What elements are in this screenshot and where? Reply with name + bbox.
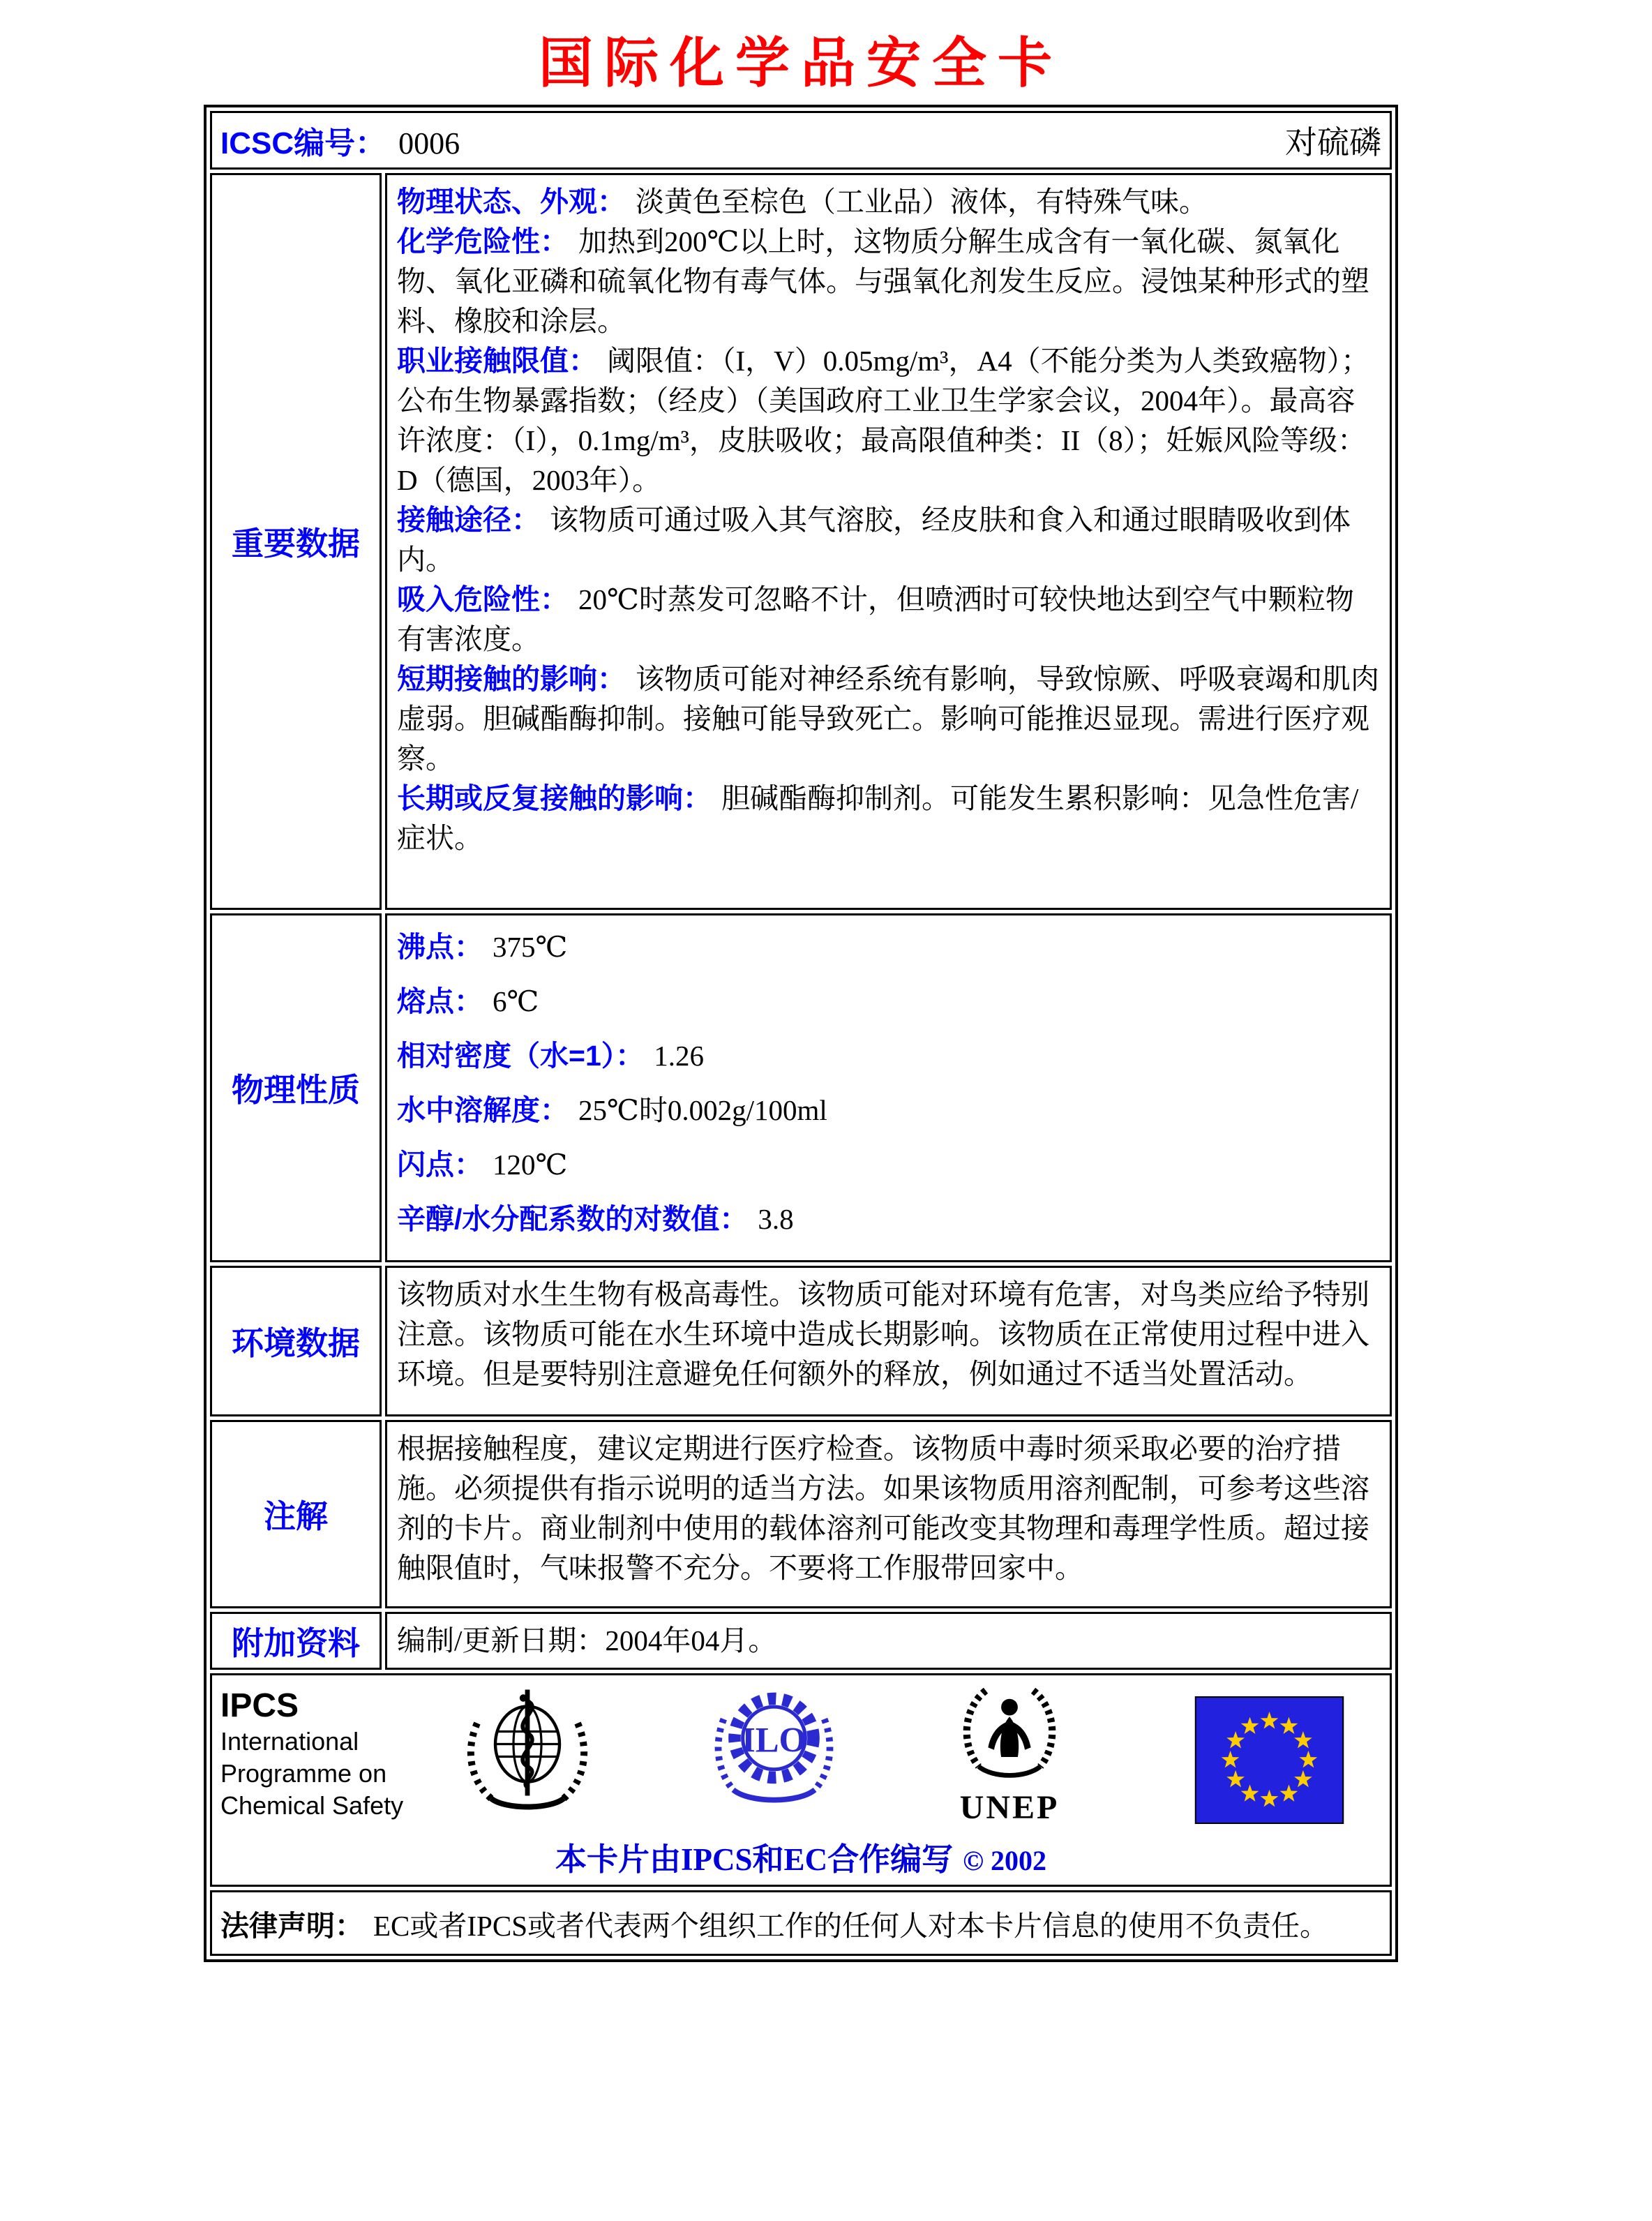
physical-properties-row	[210, 913, 1392, 1262]
important-data-row	[210, 173, 1392, 910]
important-item: 职业接触限值： 阈限值：（I，V）0.05mg/m³，A4（不能分类为人类致癌物）；公布生物暴露指数；（经皮）（美国政府工业卫生学家会议，2004年）。最高容许浓度：（I），0.1mg/m³，皮肤吸收；最高限值种类：II（8）；妊娠风险等级：D（德国，2003年）。	[397, 345, 1370, 496]
header-row	[210, 111, 1392, 170]
icsc-card	[204, 105, 1398, 1962]
physical-item: 相对密度（水=1）： 1.26	[397, 1040, 704, 1072]
icsc-number-label: ICSC编号：	[220, 126, 386, 160]
who-logo	[458, 1680, 597, 1823]
ipcs-line: Chemical Safety	[220, 1791, 404, 1820]
logos-strip	[210, 1673, 1392, 1887]
notes-text: 根据接触程度，建议定期进行医疗检查。该物质中毒时须采取必要的治疗措施。必须提供有指示说明的适当方法。如果该物质用溶剂配制，可参考这些溶剂的卡片。商业制剂中使用的载体溶剂可能改变其物理和毒理学性质。超过接触限值时，气味报警不充分。不要将工作服带回家中。	[397, 1433, 1369, 1584]
logos-row	[210, 1673, 1392, 1887]
icsc-number-value: 0006	[398, 126, 460, 160]
important-item: 接触途径： 该物质可通过吸入其气溶胶，经皮肤和食入和通过眼睛吸收到体内。	[397, 504, 1351, 576]
important-data-content	[385, 173, 1392, 910]
copyright-text: © 2002	[963, 1845, 1046, 1876]
section-label-notes: 注解	[210, 1420, 382, 1608]
legal-row	[210, 1890, 1392, 1956]
important-item: 吸入危险性： 20℃时蒸发可忽略不计，但喷洒时可较快地达到空气中颗粒物有害浓度。	[397, 583, 1354, 655]
physical-item: 熔点： 6℃	[397, 985, 539, 1017]
important-item: 短期接触的影响： 该物质可能对神经系统有影响，导致惊厥、呼吸衰竭和肌肉虚弱。胆碱酯酶抑制。接触可能导致死亡。影响可能推迟显现。需进行医疗观察。	[397, 663, 1379, 775]
icsc-number-group	[220, 118, 460, 163]
attribution-text: 本卡片由IPCS和EC合作编写	[555, 1842, 954, 1877]
physical-item: 沸点： 375℃	[397, 931, 568, 963]
additional-info-content	[385, 1612, 1392, 1670]
page-title: 国际化学品安全卡	[538, 31, 1063, 95]
physical-item: 辛醇/水分配系数的对数值： 3.8	[397, 1203, 794, 1235]
environment-data-content	[385, 1266, 1392, 1416]
physical-properties-content	[385, 913, 1392, 1262]
notes-content	[385, 1420, 1392, 1608]
unep-caption: UNEP	[959, 1789, 1060, 1826]
attribution-line	[212, 1834, 1390, 1879]
ipcs-line: International	[220, 1727, 359, 1756]
notes-row	[210, 1420, 1392, 1608]
ipcs-text-block	[220, 1687, 403, 1822]
environment-data-row	[210, 1266, 1392, 1416]
additional-info-text: 编制/更新日期：2004年04月。	[397, 1624, 777, 1657]
important-item: 化学危险性： 加热到200℃以上时，这物质分解生成含有一氧化碳、氮氧化物、氧化亚磷和硫氧化物有毒气体。与强氧化剂发生反应。浸蚀某种形式的塑料、橡胶和涂层。	[397, 225, 1369, 337]
physical-item: 闪点： 120℃	[397, 1149, 568, 1181]
unep-logo	[943, 1681, 1076, 1827]
substance-name: 对硫磷	[1285, 125, 1381, 160]
section-label-environment: 环境数据	[210, 1266, 382, 1416]
additional-info-row	[210, 1612, 1392, 1670]
ilo-letters: ILO	[742, 1720, 806, 1760]
section-label-additional: 附加资料	[210, 1612, 382, 1670]
important-item: 长期或反复接触的影响： 胆碱酯酶抑制剂。可能发生累积影响：见急性危害/症状。	[397, 782, 1359, 854]
eu-flag	[1194, 1696, 1344, 1824]
important-item: 物理状态、外观： 淡黄色至棕色（工业品）液体，有特殊气味。	[397, 186, 1208, 218]
physical-item: 水中溶解度： 25℃时0.002g/100ml	[397, 1094, 827, 1126]
section-label-physical: 物理性质	[210, 913, 382, 1262]
ipcs-line: Programme on	[220, 1759, 387, 1788]
ilo-logo	[706, 1681, 842, 1817]
legal-label: 法律声明：	[220, 1909, 363, 1942]
ipcs-acronym: IPCS	[220, 1687, 299, 1724]
environment-text: 该物质对水生生物有极高毒性。该物质可能对环境有危害，对鸟类应给予特别注意。该物质可能在水生环境中造成长期影响。该物质在正常使用过程中进入环境。但是要特别注意避免任何额外的释放，例如通过不适当处置活动。	[397, 1278, 1369, 1390]
card-header	[210, 111, 1392, 170]
section-label-important: 重要数据	[210, 173, 382, 910]
legal-notice	[210, 1890, 1392, 1956]
legal-text: EC或者IPCS或者代表两个组织工作的任何人对本卡片信息的使用不负责任。	[373, 1909, 1328, 1942]
